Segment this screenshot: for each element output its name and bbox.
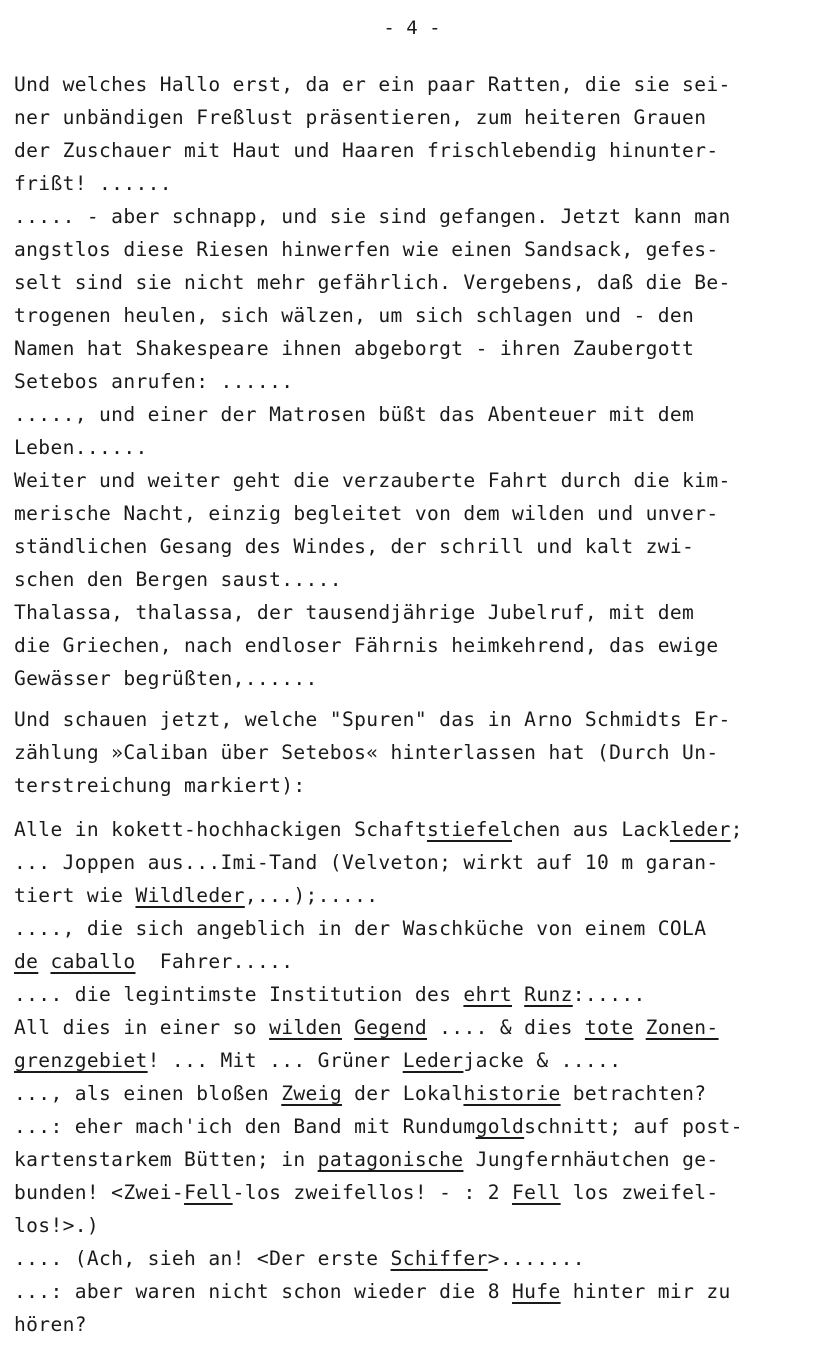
underlined-word: Fell — [512, 1181, 561, 1204]
underlined-word: Leder — [402, 1049, 464, 1072]
text-line: Namen hat Shakespeare ihnen abgeborgt - ihren Zaubergott — [14, 337, 695, 360]
text-segment: ... Joppen aus...Imi-Tand (Velveton; wirkt auf 10 m garan- — [14, 851, 719, 874]
text-segment: -los zweifellos! - : 2 — [232, 1181, 513, 1204]
underlined-word: Hufe — [512, 1280, 561, 1303]
quote-line — [14, 846, 822, 879]
underlined-word: grenzgebiet — [14, 1049, 148, 1072]
text-line: ner unbändigen Freßlust präsentieren, zum heiteren Grauen — [14, 106, 707, 129]
quote-line — [14, 1275, 822, 1308]
text-line: Leben...... — [14, 436, 148, 459]
underlined-word: caballo — [50, 950, 136, 973]
text-segment: hinter mir zu — [560, 1280, 731, 1303]
text-line: ..... - aber schnapp, und sie sind gefangen. Jetzt kann man — [14, 205, 731, 228]
text-segment: ..., als einen bloßen — [14, 1082, 282, 1105]
quote-line — [14, 1110, 822, 1143]
underlined-word: Wildleder — [135, 884, 245, 907]
text-segment: chen aus Lack — [512, 818, 670, 841]
underlined-word: stiefel — [426, 818, 513, 841]
underlined-word: leder — [669, 818, 731, 841]
underlined-word: Zweig — [281, 1082, 342, 1105]
underlined-word: Gegend — [354, 1016, 428, 1039]
text-segment — [512, 983, 524, 1006]
text-segment: .... & dies — [427, 1016, 585, 1039]
text-line: schen den Bergen saust..... — [14, 568, 342, 591]
text-segment — [634, 1016, 646, 1039]
text-segment: jacke & ..... — [463, 1049, 622, 1072]
text-line: zählung »Caliban über Setebos« hinterlassen hat (Durch Un- — [14, 741, 719, 764]
quote-line — [14, 1143, 822, 1176]
text-line: die Griechen, nach endloser Fährnis heimkehrend, das ewige — [14, 634, 719, 657]
text-line: selt sind sie nicht mehr gefährlich. Vergebens, daß die Be- — [14, 271, 731, 294]
underlined-word: Fell — [184, 1181, 233, 1204]
quote-line — [14, 978, 822, 1011]
text-segment: .... die legintimste Institution des — [14, 983, 464, 1006]
text-segment: schnitt; auf post- — [524, 1115, 743, 1138]
text-segment: ...., die sich angeblich in der Waschküche von einem COLA — [14, 917, 707, 940]
text-line: angstlos diese Riesen hinwerfen wie einen Sandsack, gefes- — [14, 238, 719, 261]
text-segment: der Lokal — [341, 1082, 464, 1105]
text-segment: Fahrer..... — [135, 950, 294, 973]
underlined-word: Runz — [524, 983, 573, 1006]
quote-line — [14, 1242, 822, 1275]
text-segment: ...: aber waren nicht schon wieder die 8 — [14, 1280, 513, 1303]
text-segment: ,...);..... — [244, 884, 379, 907]
underlined-word: ehrt — [463, 983, 513, 1006]
text-segment: .... (Ach, sieh an! <Der erste — [14, 1247, 391, 1270]
text-segment: ...: eher mach'ich den Band mit Rundum — [14, 1115, 476, 1138]
quote-line — [14, 1077, 822, 1110]
underlined-word: de — [14, 950, 39, 973]
text-segment: ; — [730, 818, 743, 841]
quote-line — [14, 1308, 822, 1341]
text-line: der Zuschauer mit Haut und Haaren frischlebendig hinunter- — [14, 139, 719, 162]
text-segment: los zweifel- — [560, 1181, 719, 1204]
underlined-word: Zonen- — [645, 1016, 719, 1039]
text-line: terstreichung markiert): — [14, 774, 306, 797]
intro-paragraph — [14, 703, 822, 802]
narrative-paragraph — [14, 68, 822, 695]
quotation-list — [14, 813, 822, 1341]
underlined-word: wilden — [269, 1016, 342, 1039]
page-number: - 4 - — [383, 17, 441, 39]
text-line: Und schauen jetzt, welche "Spuren" das in Arno Schmidts Er- — [14, 708, 731, 731]
text-segment: hören? — [14, 1313, 87, 1336]
quote-line — [14, 912, 822, 945]
underlined-word: historie — [463, 1082, 561, 1105]
text-segment: tiert wie — [14, 884, 136, 907]
text-segment: >....... — [487, 1247, 585, 1270]
text-segment: bunden! <Zwei- — [14, 1181, 185, 1204]
text-segment: Alle in kokett-hochhackigen Schaft — [14, 818, 427, 841]
text-segment — [38, 950, 50, 973]
text-segment: los!>.) — [14, 1214, 100, 1237]
text-line: trogenen heulen, sich wälzen, um sich schlagen und - den — [14, 304, 695, 327]
quote-line — [14, 1209, 822, 1242]
text-segment: Jungfernhäutchen ge- — [463, 1148, 719, 1171]
text-line: Gewässer begrüßten,...... — [14, 667, 318, 690]
text-segment: ! ... Mit ... Grüner — [147, 1049, 403, 1072]
underlined-word: tote — [584, 1016, 634, 1039]
quote-line — [14, 1044, 822, 1077]
text-segment: All dies in einer so — [14, 1016, 270, 1039]
text-segment: betrachten? — [560, 1082, 707, 1105]
text-segment: :..... — [572, 983, 646, 1006]
text-line: merische Nacht, einzig begleitet von dem wilden und unver- — [14, 502, 719, 525]
text-line: Und welches Hallo erst, da er ein paar Ratten, die sie sei- — [14, 73, 731, 96]
text-segment: kartenstarkem Bütten; in — [14, 1148, 318, 1171]
text-line: frißt! ...... — [14, 172, 172, 195]
underlined-word: Schiffer — [390, 1247, 488, 1270]
text-segment — [342, 1016, 354, 1039]
text-line: Thalassa, thalassa, der tausendjährige Jubelruf, mit dem — [14, 601, 695, 624]
quote-line — [14, 945, 822, 978]
quote-line — [14, 1176, 822, 1209]
text-line: Weiter und weiter geht die verzauberte Fahrt durch die kim- — [14, 469, 731, 492]
underlined-word: patagonische — [317, 1148, 464, 1171]
quote-line — [14, 879, 822, 912]
text-line: ....., und einer der Matrosen büßt das Abenteuer mit dem — [14, 403, 695, 426]
quote-line — [14, 813, 822, 846]
underlined-word: gold — [475, 1115, 525, 1138]
text-line: Setebos anrufen: ...... — [14, 370, 294, 393]
text-line: ständlichen Gesang des Windes, der schrill und kalt zwi- — [14, 535, 695, 558]
quote-line — [14, 1011, 822, 1044]
